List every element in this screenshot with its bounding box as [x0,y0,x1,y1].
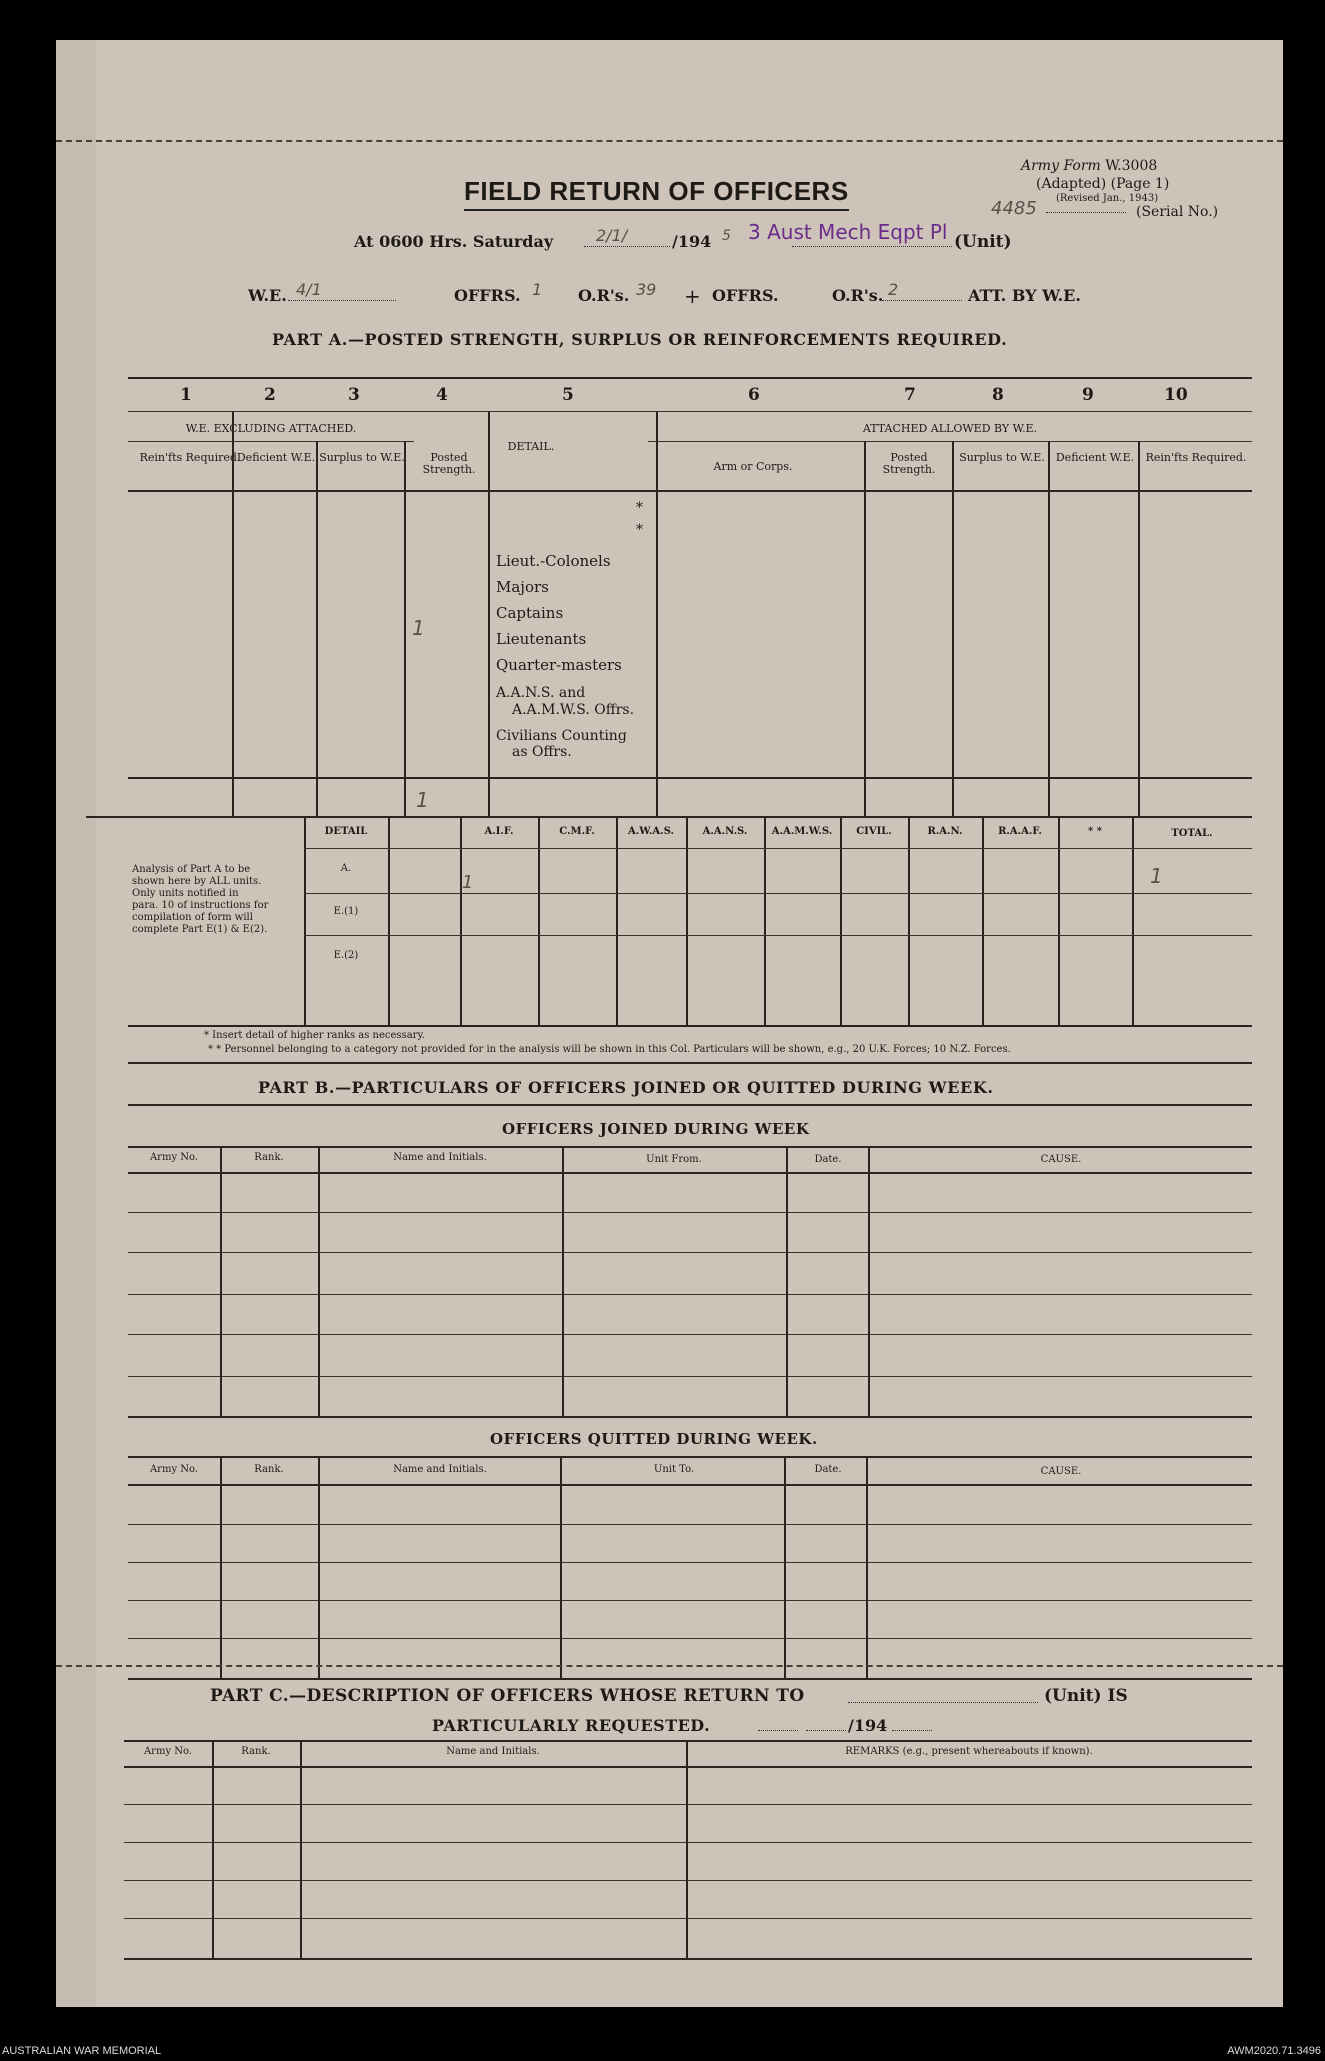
we-label: W.E. [248,286,287,305]
header-arm-corps: Arm or Corps. [713,460,793,473]
joined-header: Unit From. [646,1154,702,1165]
unit-label: (Unit) [954,232,1012,252]
rank-item: Lieutenants [496,630,587,648]
col-number: 4 [436,385,448,405]
ors2-label: O.R's. [832,286,884,305]
asterisk: * [636,522,643,538]
col-number: 7 [904,385,916,405]
we-value: 4/1 [296,280,322,299]
ors-value: 39 [636,280,657,299]
col-number: 1 [180,385,192,405]
joined-header: CAUSE. [1040,1154,1082,1165]
rank-item: Quarter-masters [496,656,622,674]
note-line: compilation of form will [132,912,253,923]
analysis-header: R.A.A.F. [998,826,1042,837]
analysis-header: A.A.M.W.S. [771,826,833,837]
header-surplus-att: Surplus to W.E. [959,451,1045,464]
joined-header: Army No. [149,1152,199,1163]
unit-stamp: 3 Aust Mech Eqpt Pl [748,220,948,244]
revised-label: (Revised Jan., 1943) [1056,193,1159,204]
part-c-header: Rank. [241,1746,271,1757]
analysis-header: TOTAL. [1171,828,1213,839]
col-number: 9 [1082,385,1094,405]
posted-strength-mark: 1 [412,616,425,640]
page-title: FIELD RETURN OF OFFICERS [464,176,849,211]
col-number: 2 [264,385,276,405]
army-form-label: Army Form W.3008 [1021,158,1158,174]
note-line: shown here by ALL units. [132,876,262,887]
analysis-note [132,864,268,936]
rank-item: Captains [496,604,564,622]
col-number: 3 [348,385,360,405]
col-number: 10 [1164,385,1188,405]
offrs-value: 1 [532,280,543,299]
date-value: 2/1/ [596,226,628,245]
footnote-2: * * Personnel belonging to a category not provided for in the analysis will be shown in this Col. Particulars will be shown, e.g., 20 U.K. Forces; 10 N.Z. Forces. [208,1044,1011,1055]
header-deficient: Deficient W.E. [236,451,316,464]
posted-total-mark: 1 [416,788,429,812]
analysis-header: CIVIL. [856,826,892,837]
header-posted-att: Posted Strength. [882,451,936,476]
analysis-header: * * [1088,826,1102,837]
perforation-line-top [56,140,1283,142]
rank-item: Lieut.-Colonels [496,552,611,570]
adapted-label: (Adapted) (Page 1) [1036,176,1170,192]
note-line: Only units notified in [132,888,239,899]
part-b-title: PART B.—PARTICULARS OF OFFICERS JOINED OR QUITTED DURING WEEK. [258,1078,994,1097]
part-a-title: PART A.—POSTED STRENGTH, SURPLUS OR REINFORCEMENTS REQUIRED. [272,330,1008,349]
serial-value: 4485 [991,198,1037,219]
part-c-header: Army No. [143,1746,193,1757]
analysis-row-label: A. [340,863,352,874]
header-deficient-att: Deficient W.E. [1055,451,1135,464]
detail-header: DETAIL. [507,440,555,453]
analysis-header: R.A.N. [927,826,963,837]
col-number: 8 [992,385,1004,405]
part-c-title: PART C.—DESCRIPTION OF OFFICERS WHOSE RETURN TO [210,1686,805,1706]
asterisk: * [636,500,643,516]
footer-left: AUSTRALIAN WAR MEMORIAL [2,2045,162,2057]
serial-label: (Serial No.) [1136,204,1219,220]
ors-label: O.R's. [578,286,630,305]
header-reinfts-att: Rein'fts Required. [1145,451,1247,464]
rank-item: Civilians Counting [496,728,627,744]
footnote-1: * Insert detail of higher ranks as necessary. [204,1030,425,1041]
joined-header: Rank. [254,1152,284,1163]
part-c-header: Name and Initials. [446,1746,540,1757]
joined-title: OFFICERS JOINED DURING WEEK [502,1120,810,1138]
offrs-label: OFFRS. [454,286,521,305]
rank-item: Majors [496,578,549,596]
quitted-header: Unit To. [653,1464,695,1475]
aif-mark: 1 [462,872,474,893]
note-line: Analysis of Part A to be [132,864,251,875]
rank-item: A.A.M.W.S. Offrs. [512,702,635,718]
rank-item: A.A.N.S. and [496,685,586,701]
ors2-value: 2 [888,280,899,299]
header-surplus: Surplus to W.E. [319,451,405,464]
quitted-title: OFFICERS QUITTED DURING WEEK. [490,1430,818,1448]
perforation-line-bottom [56,1665,1283,1667]
part-c-requested: PARTICULARLY REQUESTED. [432,1716,711,1735]
att-label: ATT. BY W.E. [968,286,1081,305]
form-sheet [56,40,1283,2007]
analysis-header: C.M.F. [559,826,595,837]
quitted-header: Date. [814,1464,842,1475]
joined-header: Name and Initials. [393,1152,487,1163]
quitted-header: Rank. [254,1464,284,1475]
total-mark: 1 [1150,864,1163,888]
note-line: para. 10 of instructions for [132,900,269,911]
part-c-unit-label: (Unit) IS [1044,1686,1128,1706]
col-number: 5 [562,385,574,405]
footer-right: AWM2020.71.3496 [1227,2045,1321,2057]
analysis-row-label: E.(1) [333,906,359,917]
header-posted: Posted Strength. [422,451,476,476]
analysis-header: A.I.F. [484,826,514,837]
offrs2-label: OFFRS. [712,286,779,305]
quitted-header: Army No. [149,1464,199,1475]
year-label: /194 [672,232,712,251]
quitted-header: Name and Initials. [393,1464,487,1475]
part-c-year: /194 [848,1716,888,1735]
note-line: complete Part E(1) & E(2). [132,924,268,935]
analysis-header: A.W.A.S. [628,826,674,837]
group-left-header: W.E. EXCLUDING ATTACHED. [185,422,357,435]
analysis-header: DETAIL [324,826,368,837]
header-reinfts: Rein'fts Required. [139,451,241,464]
analysis-header: A.A.N.S. [702,826,748,837]
plus-sign: + [684,284,701,308]
analysis-row-label: E.(2) [333,950,359,961]
year-value: 5 [722,228,731,244]
group-right-header: ATTACHED ALLOWED BY W.E. [862,422,1038,435]
at-label: At 0600 Hrs. Saturday [354,232,554,251]
joined-header: Date. [814,1154,842,1165]
quitted-header: CAUSE. [1040,1466,1082,1477]
part-c-header: REMARKS (e.g., present whereabouts if known). [845,1746,1093,1757]
col-number: 6 [748,385,760,405]
rank-item: as Offrs. [512,744,572,760]
